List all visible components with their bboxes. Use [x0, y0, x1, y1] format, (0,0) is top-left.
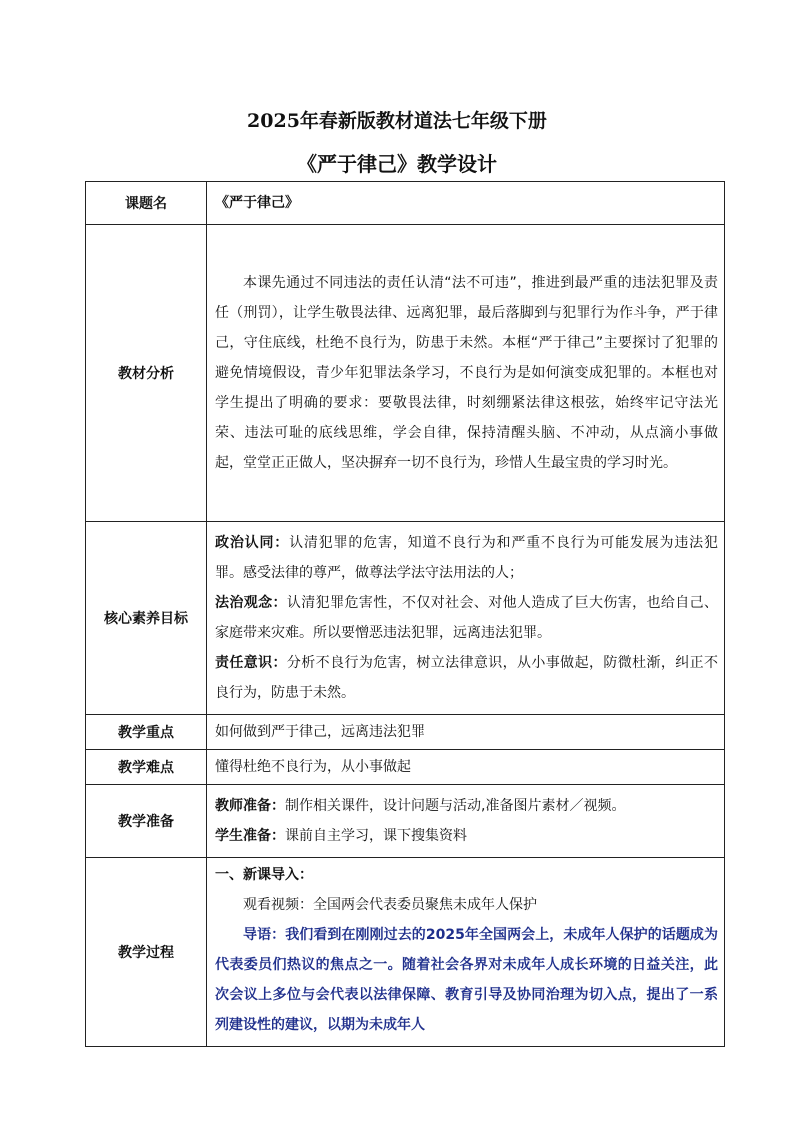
difficulty-value: 懂得杜绝不良行为，从小事做起: [207, 750, 725, 785]
table-row-goals: [86, 522, 725, 715]
row-label-process: 教学过程: [86, 858, 207, 1047]
goal-key: 责任意识：: [215, 655, 287, 671]
key-point-value: 如何做到严于律己，远离违法犯罪: [207, 715, 725, 750]
row-label-preparation: 教学准备: [86, 785, 207, 858]
table-row-key-point: [86, 715, 725, 750]
guide-key: 导语：: [243, 927, 286, 943]
goal-political: [215, 528, 718, 588]
goal-text: 认清犯罪的危害，知道不良行为和严重不良行为可能发展为违法犯罪。感受法律的尊严，做尊法学法守法用法的人；: [215, 535, 719, 581]
goal-legal: [215, 588, 718, 648]
document-title: 2025年春新版教材道法七年级下册: [247, 110, 547, 132]
prep-text: 课前自主学习，课下搜集资料: [285, 828, 467, 844]
process-heading: 一、新课导入：: [215, 867, 313, 883]
prep-key: 教师准备：: [215, 798, 285, 814]
table-row-analysis: [86, 225, 725, 522]
analysis-text: 本课先通过不同违法的责任认清“法不可违”，推进到最严重的违法犯罪及责任（刑罚），让学生敬畏法律、远离犯罪，最后落脚到与犯罪行为作斗争，严于律己，守住底线，杜绝不良行为，防患于未然。本框“严于律己”主要探讨了犯罪的避免情境假设，青少年犯罪法条学习，不良行为是如何演变成犯罪的。本框也对学生提出了明确的要求：要敬畏法律，时刻绷紧法律这根弦，始终牢记守法光荣、违法可耻的底线思维，学会自律，保持清醒头脑、不冲动，从点滴小事做起，堂堂正正做人，坚决摒弃一切不良行为，珍惜人生最宝贵的学习时光。: [215, 275, 718, 471]
process-guide: [215, 920, 718, 1040]
table-row-preparation: [86, 785, 725, 858]
process-video: 观看视频：全国两会代表委员聚焦未成年人保护: [243, 897, 537, 913]
prep-teacher: [215, 791, 718, 821]
preparation-cell: [207, 785, 725, 858]
prep-text: 制作相关课件，设计问题与活动,准备图片素材／视频。: [285, 798, 626, 814]
goal-text: 分析不良行为危害，树立法律意识，从小事做起，防微杜渐，纠正不良行为，防患于未然。: [215, 655, 719, 701]
analysis-cell: [207, 225, 725, 522]
goal-key: 法治观念：: [215, 595, 287, 611]
row-label-difficulty: 教学难点: [86, 750, 207, 785]
table-row-topic: [86, 182, 725, 225]
goal-key: 政治认同：: [215, 535, 290, 551]
row-label-analysis: 教材分析: [86, 225, 207, 522]
prep-key: 学生准备：: [215, 828, 285, 844]
table-row-difficulty: [86, 750, 725, 785]
row-label-topic: 课题名: [86, 182, 207, 225]
row-label-goals: 核心素养目标: [86, 522, 207, 715]
goal-responsibility: [215, 648, 718, 708]
guide-text: 我们看到在刚刚过去的2025年全国两会上，未成年人保护的话题成为代表委员们热议的焦点之一。随着社会各界对未成年人成长环境的日益关注，此次会议上多位与会代表以法律保障、教育引导及协同治理为切入点，提出了一系列建设性的建议，以期为未成年人: [215, 927, 719, 1033]
prep-student: [215, 821, 718, 851]
goal-text: 认清犯罪危害性，不仅对社会、对他人造成了巨大伤害，也给自己、家庭带来灾难。所以要憎恶违法犯罪，远离违法犯罪。: [215, 595, 719, 641]
lesson-plan-table: [85, 181, 725, 1047]
document-subtitle: 《严于律己》教学设计: [297, 152, 497, 176]
table-row-process: [86, 858, 725, 1047]
topic-value: 《严于律己》: [207, 182, 725, 225]
process-cell: [207, 858, 725, 1047]
row-label-key-point: 教学重点: [86, 715, 207, 750]
goals-cell: [207, 522, 725, 715]
